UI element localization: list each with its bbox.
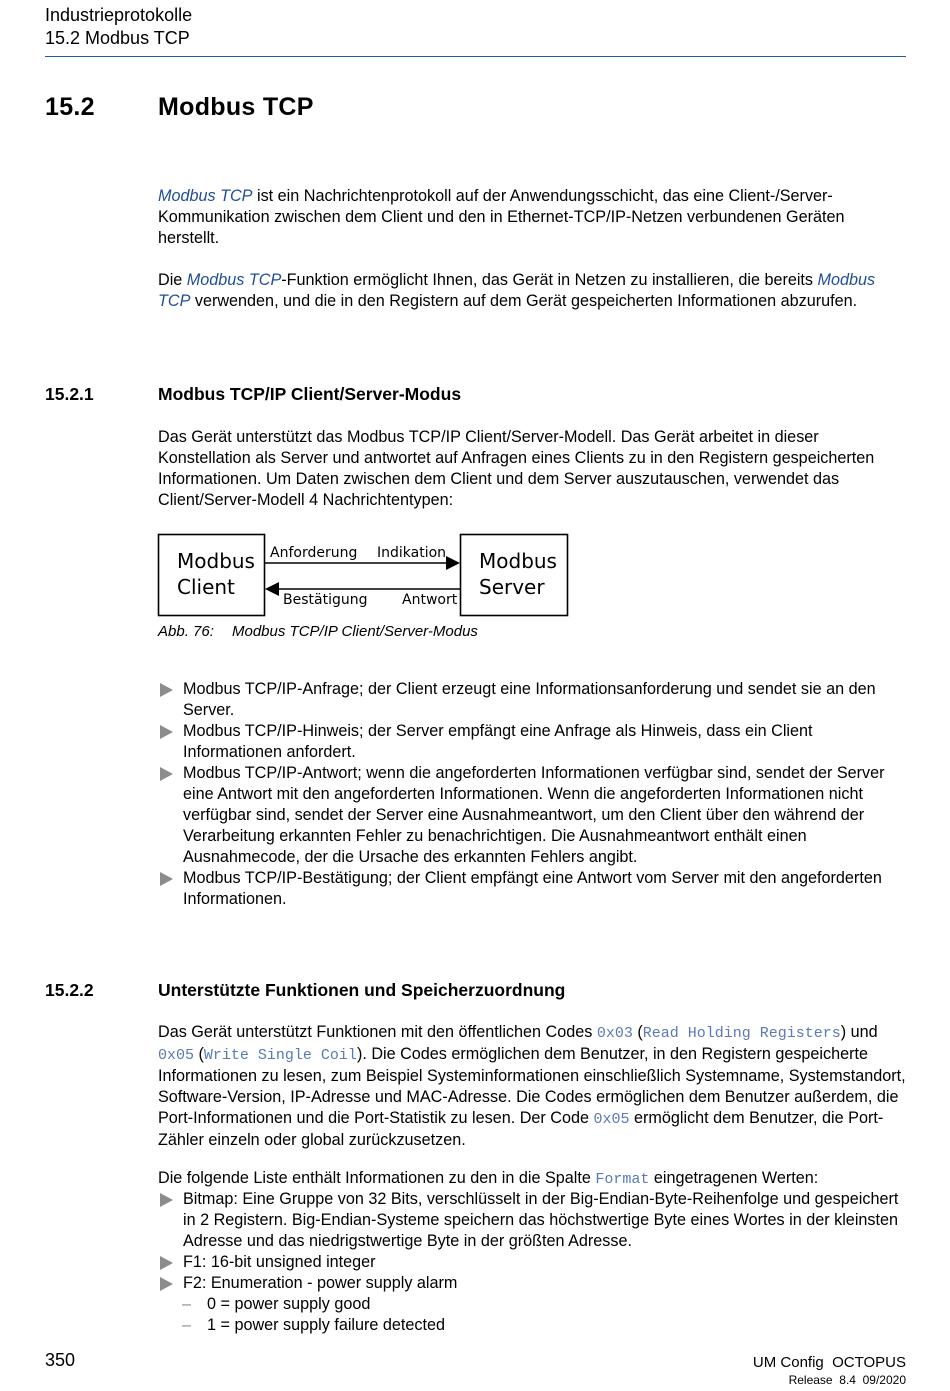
sub-list-item: – 0 = power supply good xyxy=(182,1295,371,1313)
triangle-bullet-icon xyxy=(160,725,173,739)
format-intro-paragraph: Die folgende Liste enthält Informationen zu den in die Spalte Format eingetragenen Werten: xyxy=(158,1169,819,1188)
intro-paragraph-1: Modbus TCP ist ein Nachrichtenprotokoll auf der Anwendungsschicht, das eine Client-/Server-Kommunikation zwischen dem Client und den in Ethernet-TCP/IP-Netzen verbundenen Geräten herstellt. xyxy=(158,187,845,247)
code-snippet: 0x05 xyxy=(158,1047,195,1064)
message-type-list xyxy=(158,679,910,910)
server-label-1: Modbus xyxy=(479,549,557,573)
functions-paragraph: Das Gerät unterstützt Funktionen mit den öffentlichen Codes 0x03 (Read Holding Registers) und 0x05 (Write Single Coil). Die Codes ermöglichen dem Benutzer, in den Registern gespeicherte Informationen zu lesen, zum Beispiel Systeminformationen einschließlich Systemname, Systemstandort, Software-Version, IP-Adresse und MAC-Adresse. Die Codes ermöglichen dem Benutzer außerdem, die Port-Informationen und die Port-Statistik zu lesen. Der Code 0x05 ermöglicht dem Benutzer, die Port-Zähler einzeln oder global zurückzusetzen. xyxy=(158,1023,906,1149)
triangle-bullet-icon xyxy=(160,1256,173,1270)
header-section: 15.2 Modbus TCP xyxy=(45,28,190,48)
label-antwort: Antwort xyxy=(402,592,458,608)
subsection-paragraph: Das Gerät unterstützt das Modbus TCP/IP Client/Server-Modell. Das Gerät arbeitet in dieser Konstellation als Server und antwortet auf Anfragen eines Clients zu in den Registern gespeicherten Informationen. Um Daten zwischen dem Client und dem Server auszutauschen, verwendet das Client/Server-Modell 4 Nachrichtentypen: xyxy=(158,428,875,509)
caption-text: Modbus TCP/IP Client/Server-Modus xyxy=(232,623,478,640)
list-item: F2: Enumeration - power supply alarm xyxy=(158,1273,910,1294)
code-snippet: Write Single Coil xyxy=(203,1047,357,1064)
response-arrowhead xyxy=(265,582,279,596)
footer-release: Release 8.4 09/2020 xyxy=(788,1373,906,1387)
header-chapter: Industrieprotokolle xyxy=(45,5,193,25)
client-label-2: Client xyxy=(177,575,235,599)
running-header xyxy=(45,4,192,50)
term-link: Modbus TCP xyxy=(186,271,282,289)
list-item: Modbus TCP/IP-Hinweis; der Server empfängt eine Anfrage als Hinweis, dass ein Client Informationen anfordert. xyxy=(158,721,910,763)
client-server-diagram xyxy=(150,526,580,626)
figure-caption xyxy=(158,621,478,642)
subsection-title: Unterstützte Funktionen und Speicherzuordnung xyxy=(158,980,566,1000)
format-list xyxy=(158,1189,910,1294)
list-item: F1: 16-bit unsigned integer xyxy=(158,1252,910,1273)
term-link: Modbus TCP xyxy=(158,187,253,205)
subsection-number: 15.2.2 xyxy=(45,980,94,1000)
term-link: Modbus TCP xyxy=(158,271,876,310)
code-snippet: Read Holding Registers xyxy=(642,1025,841,1042)
request-arrowhead xyxy=(446,556,460,570)
dash-bullet-icon: – xyxy=(182,1295,192,1313)
page-number: 350 xyxy=(45,1350,76,1370)
dash-bullet-icon: – xyxy=(182,1316,192,1334)
client-label-1: Modbus xyxy=(177,549,255,573)
label-indikation: Indikation xyxy=(377,545,447,561)
code-snippet: 0x03 xyxy=(596,1025,633,1042)
label-bestaetigung: Bestätigung xyxy=(283,592,368,608)
subsection-title: Modbus TCP/IP Client/Server-Modus xyxy=(158,384,462,404)
triangle-bullet-icon xyxy=(160,767,173,781)
triangle-bullet-icon xyxy=(160,872,173,886)
subsection-number: 15.2.1 xyxy=(45,384,94,404)
list-item: Modbus TCP/IP-Antwort; wenn die angeforderten Informationen verfügbar sind, sendet der Server eine Antwort mit den angeforderten Informationen. Wenn die angeforderten Informationen nicht verfügbar sind, sendet der Server eine Ausnahmeantwort, um den Client über den während der Verarbeitung erkannten Fehler zu benachrichtigen. Die Ausnahmeantwort enthält einen Ausnahmecode, der die Ursache des erkannten Fehlers angibt. xyxy=(158,763,910,868)
header-divider xyxy=(45,56,906,57)
list-item: Bitmap: Eine Gruppe von 32 Bits, verschlüsselt in der Big-Endian-Byte-Reihenfolge und gespeichert in 2 Registern. Big-Endian-Systeme speichern das höchstwertige Byte eines Wortes in der kleinsten Adresse und das niedrigstwertige Byte in der größten Adresse. xyxy=(158,1189,910,1252)
sub-list-item: – 1 = power supply failure detected xyxy=(182,1316,446,1334)
server-label-2: Server xyxy=(479,575,545,599)
code-snippet: Format xyxy=(595,1171,650,1188)
caption-label: Abb. 76: xyxy=(158,623,214,640)
section-title: Modbus TCP xyxy=(158,93,314,121)
triangle-bullet-icon xyxy=(160,1193,173,1207)
enum-sub-list xyxy=(182,1294,882,1336)
section-number: 15.2 xyxy=(45,93,95,121)
triangle-bullet-icon xyxy=(160,683,173,697)
list-item: Modbus TCP/IP-Bestätigung; der Client empfängt eine Antwort vom Server mit den angeforderten Informationen. xyxy=(158,868,910,910)
code-snippet: 0x05 xyxy=(593,1111,630,1128)
list-item: Modbus TCP/IP-Anfrage; der Client erzeugt eine Informationsanforderung und sendet sie an den Server. xyxy=(158,679,910,721)
intro-paragraph-2: Die Modbus TCP-Funktion ermöglicht Ihnen, das Gerät in Netzen zu installieren, die bereits Modbus TCP verwenden, und die in den Registern auf dem Gerät gespeicherten Informationen abzurufen. xyxy=(158,271,876,310)
triangle-bullet-icon xyxy=(160,1277,173,1291)
label-anforderung: Anforderung xyxy=(270,545,358,561)
footer-doc-title: UM Config OCTOPUS xyxy=(752,1354,906,1371)
